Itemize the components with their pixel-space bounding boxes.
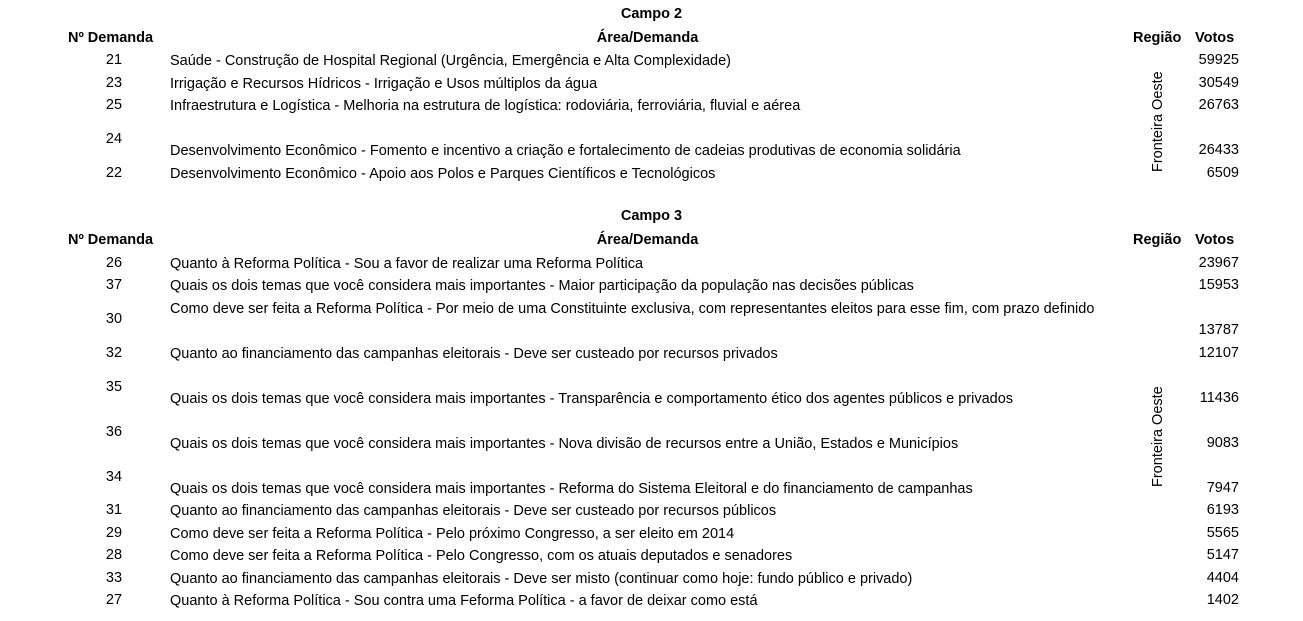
section-title: Campo 2	[620, 6, 683, 22]
demand-text: Como deve ser feita a Reforma Política - Pelo Congresso, com os atuais deputados e senadores	[170, 548, 793, 564]
header-votes: Votos	[1195, 232, 1235, 248]
demand-text: Como deve ser feita a Reforma Política - Por meio de uma Constituinte exclusiva, com representantes eleitos para esse fim, com prazo definido	[170, 301, 1095, 317]
vote-count: 6193	[1206, 502, 1239, 518]
region-label: Fronteira Oeste	[1150, 71, 1166, 172]
demand-number: 26	[105, 255, 123, 271]
demand-number: 34	[105, 469, 123, 485]
demand-number: 25	[105, 97, 123, 113]
region-label: Fronteira Oeste	[1150, 386, 1166, 487]
demand-text: Quanto ao financiamento das campanhas eleitorais - Deve ser custeado por recursos públicos	[170, 503, 777, 519]
vote-count: 59925	[1198, 52, 1239, 68]
demand-text: Quais os dois temas que você considera mais importantes - Reforma do Sistema Eleitoral e do financiamento de campanhas	[170, 481, 973, 497]
vote-count: 6509	[1206, 165, 1239, 181]
demand-number: 32	[105, 345, 123, 361]
demand-number: 33	[105, 570, 123, 586]
demand-text: Como deve ser feita a Reforma Política - Pelo próximo Congresso, a ser eleito em 2014	[170, 526, 735, 542]
demand-number: 24	[105, 131, 123, 147]
header-num: Nº Demanda	[68, 232, 154, 248]
header-area: Área/Demanda	[596, 30, 699, 46]
demand-number: 36	[105, 424, 123, 440]
demand-text: Quanto ao financiamento das campanhas eleitorais - Deve ser custeado por recursos privados	[170, 346, 778, 362]
vote-count: 15953	[1198, 277, 1239, 293]
vote-count: 23967	[1198, 255, 1239, 271]
demand-text: Desenvolvimento Econômico - Apoio aos Polos e Parques Científicos e Tecnológicos	[170, 166, 716, 182]
demand-number: 30	[105, 311, 123, 327]
demand-number: 37	[105, 277, 123, 293]
header-region: Região	[1133, 232, 1182, 248]
demand-text: Saúde - Construção de Hospital Regional (Urgência, Emergência e Alta Complexidade)	[170, 53, 731, 69]
vote-count: 4404	[1206, 570, 1239, 586]
section-title: Campo 3	[620, 208, 683, 224]
header-area: Área/Demanda	[596, 232, 699, 248]
vote-count: 26763	[1198, 97, 1239, 113]
demand-text: Infraestrutura e Logística - Melhoria na estrutura de logística: rodoviária, ferroviária, fluvial e aérea	[170, 98, 801, 114]
vote-count: 26433	[1198, 142, 1239, 158]
demand-text: Quanto ao financiamento das campanhas eleitorais - Deve ser misto (continuar como hoje: fundo público e privado)	[170, 571, 913, 587]
vote-count: 1402	[1206, 592, 1239, 608]
demand-number: 21	[105, 52, 123, 68]
header-votes: Votos	[1195, 30, 1235, 46]
vote-count: 11436	[1199, 390, 1239, 406]
demand-number: 29	[105, 525, 123, 541]
vote-count: 12107	[1198, 345, 1239, 361]
demand-number: 35	[105, 379, 123, 395]
demand-text: Irrigação e Recursos Hídricos - Irrigação e Usos múltiplos da água	[170, 76, 598, 92]
demand-number: 22	[105, 165, 123, 181]
vote-count: 13787	[1198, 322, 1239, 338]
demand-text: Quais os dois temas que você considera mais importantes - Nova divisão de recursos entre a União, Estados e Municípios	[170, 436, 959, 452]
demand-text: Quanto à Reforma Política - Sou a favor de realizar uma Reforma Política	[170, 256, 644, 272]
vote-count: 9083	[1206, 435, 1239, 451]
demand-text: Quais os dois temas que você considera mais importantes - Transparência e comportamento ético dos agentes públicos e privados	[170, 391, 1014, 407]
vote-count: 30549	[1198, 75, 1239, 91]
demand-text: Quais os dois temas que você considera mais importantes - Maior participação da população nas decisões públicas	[170, 278, 914, 294]
vote-count: 7947	[1206, 480, 1239, 496]
vote-count: 5147	[1206, 547, 1239, 563]
demand-number: 23	[105, 75, 123, 91]
demand-number: 28	[105, 547, 123, 563]
demand-number: 27	[105, 592, 123, 608]
header-region: Região	[1133, 30, 1182, 46]
demand-text: Desenvolvimento Econômico - Fomento e incentivo a criação e fortalecimento de cadeias produtivas de economia solidária	[170, 143, 961, 159]
demand-number: 31	[105, 502, 123, 518]
demand-text: Quanto à Reforma Política - Sou contra uma Feforma Política - a favor de deixar como está	[170, 593, 758, 609]
vote-count: 5565	[1206, 525, 1239, 541]
header-num: Nº Demanda	[68, 30, 154, 46]
